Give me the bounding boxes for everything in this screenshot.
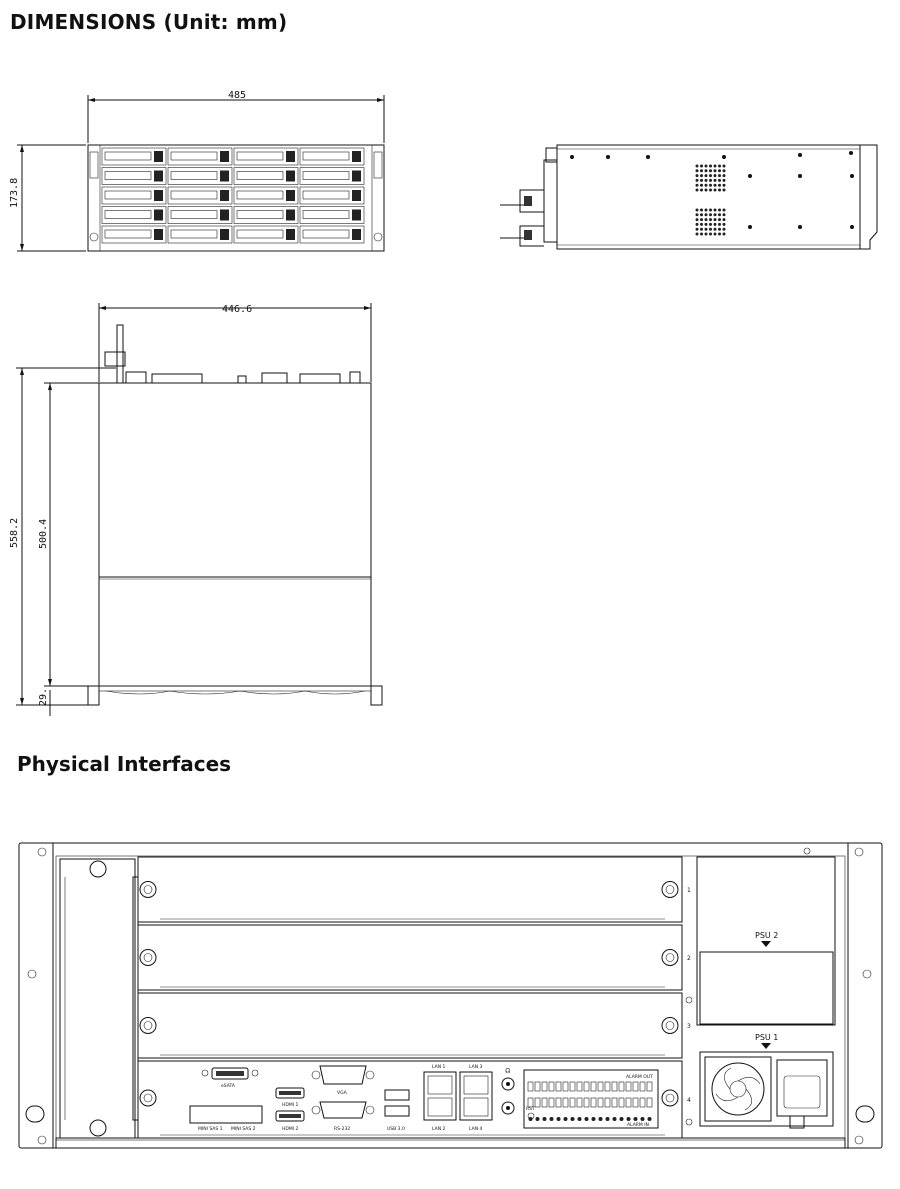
lan-1-2-ports[interactable] [424,1072,456,1120]
top-depth-body-label: 500.4 [38,518,49,549]
side-vents [696,165,726,236]
mini-sas-2-label: MINI SAS 2 [231,1127,256,1132]
mini-sas-port[interactable] [190,1106,262,1123]
front-view [9,90,384,251]
thumbscrew-icon[interactable] [662,950,678,966]
usb-port-2[interactable] [385,1106,409,1116]
top-view [9,303,382,716]
pcie-slot [138,857,682,922]
thumbscrew-icon[interactable] [140,1090,156,1106]
esata-label: eSATA [221,1084,235,1089]
fan-icon [712,1063,764,1115]
lan-3-4-ports[interactable] [460,1072,492,1120]
slot-number-2: 2 [687,955,691,962]
thumbscrew-icon[interactable] [662,882,678,898]
lan-3-label: LAN 3 [469,1065,483,1070]
rst-label: RST [526,1107,535,1112]
front-width-label: 485 [228,90,247,101]
physical-interfaces-heading: Physical Interfaces [17,752,232,776]
lan-4-label: LAN 4 [469,1127,483,1132]
power-socket-icon [784,1076,820,1108]
rear-panel [19,843,882,1148]
dimensions-heading: DIMENSIONS (Unit: mm) [10,10,288,34]
front-height-label: 173.8 [9,177,20,208]
usb-port-1[interactable] [385,1090,409,1100]
terminal-pins [528,1082,652,1121]
top-width-label: 446.6 [222,304,253,315]
top-depth-handle-label: 29. [38,687,49,706]
lan-1-label: LAN 1 [432,1065,446,1070]
pcie-slots [138,857,682,1138]
slot-number-4: 4 [687,1097,691,1104]
alarm-in-label: ALARM IN [627,1123,649,1128]
side-view [500,145,877,249]
psu-1-label: PSU 1 [755,1033,779,1042]
thumbscrew-icon[interactable] [662,1090,678,1106]
thumbscrew-icon[interactable] [140,882,156,898]
headphone-icon: 🎧 [505,1069,511,1074]
thumbscrew-icon[interactable] [140,1018,156,1034]
hdmi-2-label: HDMI 2 [282,1127,299,1132]
usb-label: USB 3.0 [387,1127,405,1132]
drive-bays [102,148,364,243]
slot-number-1: 1 [687,887,691,894]
vga-port[interactable] [320,1066,366,1084]
slot-number-3: 3 [687,1023,691,1030]
rs232-port[interactable] [320,1102,366,1118]
psu-2-label: PSU 2 [755,931,779,940]
vga-label: VGA [337,1091,347,1096]
hdmi-1-label: HDMI 1 [282,1103,299,1108]
thumbscrew-icon[interactable] [140,950,156,966]
pcie-slot [138,925,682,990]
thumbscrew-icon[interactable] [662,1018,678,1034]
lan-2-label: LAN 2 [432,1127,446,1132]
io-panel [190,1064,658,1132]
mini-sas-1-label: MINI SAS 1 [198,1127,223,1132]
rs232-label: RS-232 [334,1127,351,1132]
alarm-out-label: ALARM OUT [626,1075,653,1080]
top-depth-total-label: 558.2 [9,517,20,548]
pcie-slot [138,993,682,1058]
